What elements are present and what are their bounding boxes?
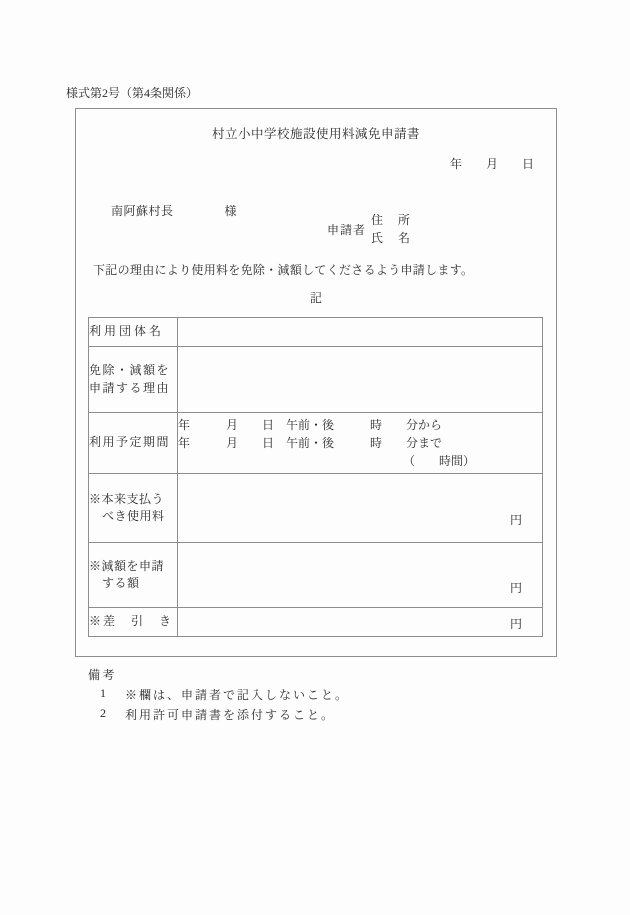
exemption-reason-label: 免除・減額を 申請する理由 xyxy=(89,347,178,413)
reduction-amount-cell xyxy=(178,543,543,608)
addressee-name: 南阿蘇村長 xyxy=(111,204,174,218)
applicant-fields xyxy=(371,212,412,247)
exemption-reason-blank-cell xyxy=(178,347,543,413)
note-number: 1 xyxy=(100,686,106,700)
balance-row xyxy=(89,608,543,637)
original-fee-cell xyxy=(178,474,543,543)
note-item xyxy=(100,706,335,723)
applicant-block xyxy=(327,212,412,247)
group-name-row xyxy=(89,318,543,347)
note-number: 2 xyxy=(100,706,106,720)
usage-period-label: 利用予定期間 xyxy=(89,413,178,474)
group-name-label: 利用団体名 xyxy=(89,318,178,347)
yen-unit: 円 xyxy=(509,617,522,631)
usage-period-row xyxy=(89,413,543,474)
exemption-reason-row xyxy=(89,347,543,413)
period-hours-line: （ 時間） xyxy=(403,454,476,468)
addressee-honorific: 様 xyxy=(224,204,237,218)
application-statement: 下記の理由により使用料を免除・減額してくださるよう申請します。 xyxy=(93,263,474,277)
date-line: 年 月 日 xyxy=(449,157,534,171)
reduction-amount-label: ※減額を申請 する額 xyxy=(89,543,178,608)
yen-unit: 円 xyxy=(509,513,522,527)
yen-unit: 円 xyxy=(509,581,522,595)
usage-period-cell xyxy=(178,413,543,474)
applicant-address-label: 住 所 xyxy=(371,213,412,227)
applicant-name-label: 氏 名 xyxy=(371,230,412,245)
period-to-line: 年 月 日 午前・後 時 分まで xyxy=(178,436,443,450)
original-fee-label: ※本来支払う べき使用料 xyxy=(89,474,178,543)
note-item xyxy=(100,686,349,703)
balance-label: ※差 引 き xyxy=(89,608,178,637)
note-text: ※欄は、申請者で記入しないこと。 xyxy=(125,688,350,702)
balance-cell xyxy=(178,608,543,637)
note-text: 利用許可申請書を添付すること。 xyxy=(125,708,336,722)
notes-heading: 備考 xyxy=(88,668,118,682)
form-border-box xyxy=(75,108,557,657)
reduction-amount-row xyxy=(89,543,543,608)
original-fee-row xyxy=(89,474,543,543)
applicant-label: 申請者 xyxy=(327,223,367,237)
form-title: 村立小中学校施設使用料減免申請書 xyxy=(211,127,420,141)
ki-heading: 記 xyxy=(309,291,322,305)
application-table xyxy=(88,317,543,637)
group-name-blank-cell xyxy=(178,318,543,347)
addressee-line xyxy=(93,187,237,234)
form-code: 様式第2号（第4条関係） xyxy=(66,86,199,100)
period-from-line: 年 月 日 午前・後 時 分から xyxy=(178,418,443,432)
